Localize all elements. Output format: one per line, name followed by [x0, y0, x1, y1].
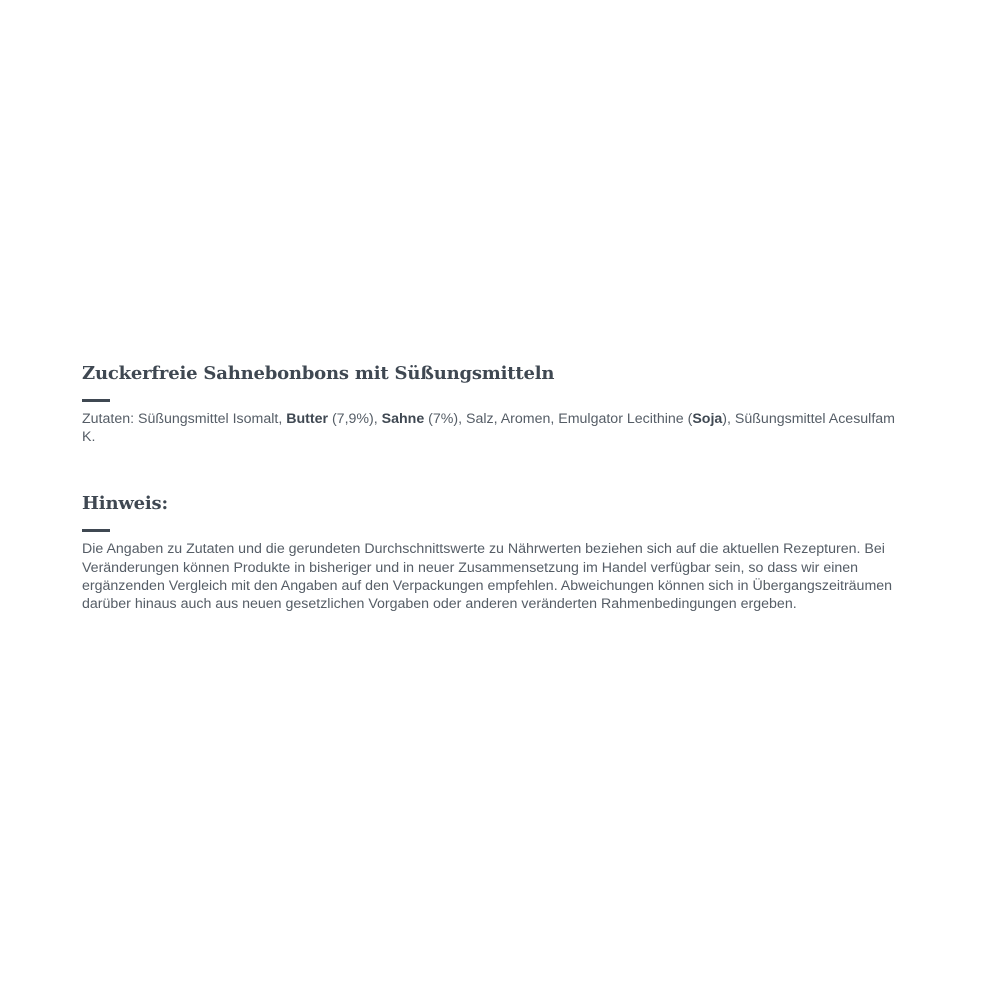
allergen-sahne: Sahne: [381, 411, 425, 427]
notice-section: [82, 492, 912, 613]
ingredients-section: [82, 362, 912, 446]
notice-text: Die Angaben zu Zutaten und die gerundeten Durchschnittswerte zu Nährwerten beziehen sich auf die aktuellen Rezepturen. Bei Veränderungen können Produkte in bisheriger und in neuer Zusammensetzung im Handel verfügbar sein, so dass wir einen ergänzenden Vergleich mit den Angaben auf den Verpackungen empfehlen. Abweichungen können sich in Übergangszeiträumen darüber hinaus auch aus neuen gesetzlichen Vorgaben oder anderen veränderten Rahmenbedingungen ergeben.: [82, 541, 893, 613]
ingredients-text-part: (7,9%),: [328, 411, 382, 427]
allergen-soja: Soja: [692, 411, 723, 427]
ingredients-title: Zuckerfreie Sahnebonbons mit Süßungsmitteln: [82, 363, 555, 384]
ingredients-divider: [82, 399, 110, 402]
notice-divider: [82, 529, 110, 532]
ingredients-text-part: ), Süßungsmittel Acesulfam K.: [82, 411, 895, 446]
ingredients-text: [82, 410, 912, 446]
allergen-butter: Butter: [286, 411, 329, 427]
ingredients-text-part: Zutaten: Süßungsmittel Isomalt,: [82, 411, 287, 427]
notice-title: Hinweis:: [82, 493, 168, 515]
ingredients-text-part: (7%), Salz, Aromen, Emulgator Lecithine (: [424, 411, 693, 427]
product-info: [82, 362, 912, 613]
